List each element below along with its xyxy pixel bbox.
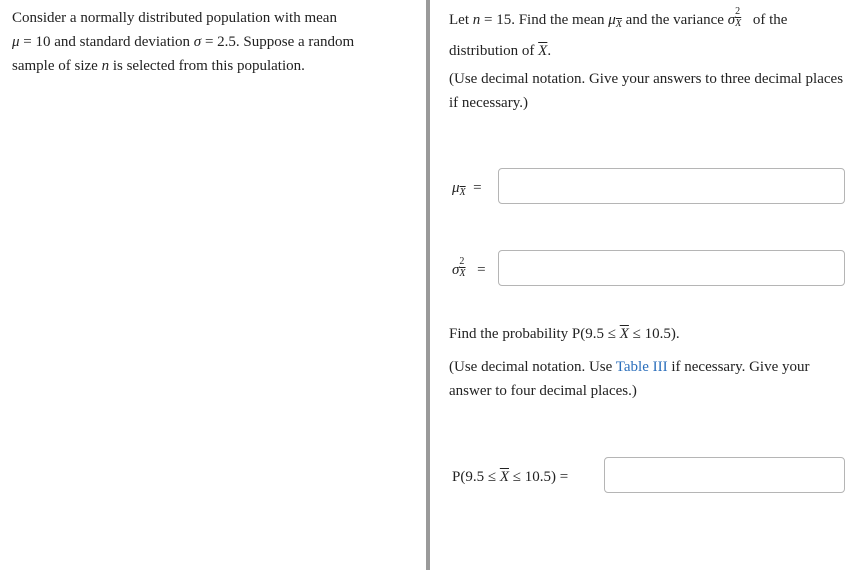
mu-symbol: μ xyxy=(608,12,616,28)
variance-label: σ $\frac{2}{X}$ = xyxy=(452,256,486,279)
n-symbol: n xyxy=(472,12,481,28)
mean-label: $\mu_{\overline{X}}$ = xyxy=(452,180,482,198)
question-pane xyxy=(430,0,859,570)
xbar-symbol: $\overline{X}$ xyxy=(619,326,629,342)
mu-symbol: μ xyxy=(12,34,20,50)
problem-line-1: Consider a normally distributed population with mean xyxy=(12,10,337,26)
question-2-text: Find the probability $P(9.5 \le \overline{X} \le 10.5)$. xyxy=(449,326,680,342)
probability-input[interactable] xyxy=(604,457,845,493)
sigma-equation: = 2.5. Suppose a random xyxy=(201,34,355,50)
question-1-text: Let n = 15. Find the mean $\mu_{\overline{X}}$ and the variance σ $\frac{2}{X}$ of the distribution of $\overline{X}$. xyxy=(449,6,788,59)
sigma-symbol: σ xyxy=(727,12,736,28)
problem-statement xyxy=(12,6,417,78)
probability-label: $P(9.5 \le \overline{X} \le 10.5)$ = xyxy=(452,469,569,485)
instructions-1: (Use decimal notation. Give your answers to three decimal places if necessary.) xyxy=(449,71,844,111)
variance-input[interactable] xyxy=(498,250,845,286)
mu-equation: = 10 and standard deviation xyxy=(19,34,194,50)
table-iii-link[interactable]: Table III xyxy=(615,359,668,375)
n-symbol: n xyxy=(101,58,110,74)
xbar-symbol: $\overline{X}$ xyxy=(538,43,548,59)
sigma-symbol: σ xyxy=(193,34,202,50)
mean-input[interactable] xyxy=(498,168,845,204)
xbar-subscript: X xyxy=(615,19,622,30)
problem-line-3b: is selected from this population. xyxy=(109,58,305,74)
instructions-2: (Use decimal notation. Use Table III if necessary. Give your answer to four decimal places.) xyxy=(449,359,810,399)
variance-sub-sup: $\frac{2}{X}$ xyxy=(735,6,742,29)
problem-statement-pane xyxy=(0,0,426,570)
problem-line-3a: sample of size xyxy=(12,58,102,74)
